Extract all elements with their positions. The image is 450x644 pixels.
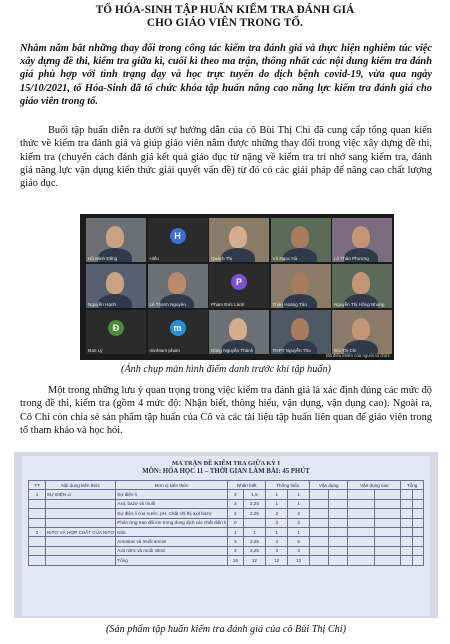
participant-tile [271, 218, 331, 262]
participant-tile [271, 264, 331, 308]
matrix-row [29, 537, 424, 546]
matrix-cell: 1 [288, 490, 310, 499]
matrix-cell: 2,25 [243, 537, 266, 546]
matrix-cell [310, 546, 329, 555]
matrix-cell [46, 509, 116, 518]
matrix-cell [29, 546, 46, 555]
matrix-cell: 3 [228, 499, 243, 508]
matrix-header-cell: Vận dụng cao [348, 481, 401, 490]
matrix-cell: 1 [288, 527, 310, 536]
matrix-cell [329, 556, 348, 565]
participant-name: THPT Nguyễn Thu [272, 348, 311, 353]
participant-name: Quách Thị [211, 256, 233, 261]
matrix-cell: 0 [228, 518, 243, 527]
matrix-cell: 12 [288, 556, 310, 565]
matrix-cell: 3 [266, 546, 288, 555]
matrix-cell: 1,5 [243, 490, 266, 499]
participant-name: Vũ Ngọc Hà [272, 256, 298, 261]
matrix-cell [374, 499, 400, 508]
matrix-cell: 2,25 [243, 546, 266, 555]
matrix-cell: 2 [266, 509, 288, 518]
matrix-header-row [29, 481, 424, 490]
matrix-cell [401, 527, 412, 536]
matrix-cell [374, 490, 400, 499]
matrix-header-cell: Nhận biết [228, 481, 266, 490]
participant-name: Lê Thanh Nguyên [149, 302, 186, 307]
participant-tile [332, 264, 392, 308]
matrix-cell [310, 499, 329, 508]
matrix-cell: NITƠ VÀ HỢP CHẤT CỦA NITƠ [46, 527, 116, 536]
matrix-cell [348, 546, 374, 555]
matrix-cell: 2 [288, 518, 310, 527]
matrix-cell: Nitơ [116, 527, 228, 536]
matrix-cell: 3 [228, 537, 243, 546]
matrix-cell [243, 518, 266, 527]
participant-avatar: Đ [108, 320, 124, 336]
matrix-cell [329, 527, 348, 536]
matrix-cell [374, 527, 400, 536]
matrix-cell: Axit, bazơ và muối [116, 499, 228, 508]
participant-name: Thân Hoàng Tân [272, 302, 307, 307]
participant-name: minhtam pham [149, 348, 180, 353]
article-title [20, 4, 430, 30]
participant-name: Phạm Đức Lành [211, 302, 245, 307]
participant-video-face [291, 272, 309, 294]
matrix-cell [348, 537, 374, 546]
matrix-cell: 4 [266, 537, 288, 546]
participant-tile [332, 218, 392, 262]
participant-name: Nguyễn Hạnh [88, 302, 117, 307]
matrix-cell [46, 556, 116, 565]
matrix-cell [348, 556, 374, 565]
matrix-cell [29, 537, 46, 546]
participant-tile [148, 264, 208, 308]
photo-caption-2: (Sản phẩm tập huấn kiểm tra đánh giá của cô Bùi Thị Chi) [106, 624, 346, 635]
matrix-row [29, 546, 424, 555]
participant-tile [332, 310, 392, 354]
participant-tile [209, 310, 269, 354]
matrix-row [29, 556, 424, 565]
matrix-row [29, 490, 424, 499]
matrix-cell: Axit nitric và muối nitrat [116, 546, 228, 555]
participant-name: Bùi Thị Chi [334, 348, 357, 353]
participant-tile [86, 310, 146, 354]
participant-video-face [106, 272, 124, 294]
matrix-cell [46, 518, 116, 527]
participant-video-face [352, 318, 370, 340]
zoom-meeting-screenshot [80, 214, 394, 360]
body-paragraph-1: Buổi tập huấn diễn ra dưới sự hướng dẫn của cô Bùi Thị Chi đã cung cấp tổng quan kiến thức về kiểm tra đánh giá và giúp giáo viên nắm được những thay đổi trong việc xây dựng đề thi, kiểm tra (chuyển cách đánh giá kết quả giáo dục từ nặng về kiểm tra trí nhớ sang kiểm tra, đánh giá năng lực vận dụng kiến thức giải quyết vấn đề) từ đó có các giải pháp để nâng cao chất lượng giáo dục. [20, 125, 432, 190]
matrix-cell [412, 509, 423, 518]
matrix-cell: 16 [228, 556, 243, 565]
matrix-cell [401, 556, 412, 565]
matrix-cell: 1 [266, 490, 288, 499]
matrix-cell [412, 518, 423, 527]
matrix-cell: 1 [266, 527, 288, 536]
matrix-cell: 5 [288, 537, 310, 546]
matrix-cell [348, 490, 374, 499]
matrix-cell [29, 509, 46, 518]
participant-name: Đan Lý [88, 348, 103, 353]
matrix-cell [412, 546, 423, 555]
participant-video-face [229, 318, 247, 340]
participant-name: Lê Thảo Phương [334, 256, 369, 261]
matrix-table [28, 480, 424, 566]
participant-tile [209, 264, 269, 308]
matrix-cell: Amoniac và muối amoni [116, 537, 228, 546]
matrix-cell [46, 537, 116, 546]
participant-name: Dũng Nguyễn Thành [211, 348, 254, 353]
participant-video-face [291, 318, 309, 340]
matrix-cell: 1 [228, 527, 243, 536]
matrix-cell: 3 [228, 546, 243, 555]
matrix-cell [348, 527, 374, 536]
matrix-cell [401, 537, 412, 546]
matrix-cell [310, 509, 329, 518]
matrix-cell: 2 [288, 509, 310, 518]
matrix-cell [412, 537, 423, 546]
title-line-2: CHO GIÁO VIÊN TRONG TỔ. [146, 17, 304, 29]
matrix-row [29, 518, 424, 527]
matrix-cell: Tổng [116, 556, 228, 565]
matrix-cell [374, 546, 400, 555]
body-paragraph-2: Một trong những lưu ý quan trọng trong việc kiểm tra đánh giá là xác định đúng các mức độ trong đề thi, kiểm tra (gồm 4 mức độ: Nhận biết, thông hiểu, vận dụng, vận dụng cao). Ngoài ra, Cô Chi còn chia sẻ sản phẩm tập huấn của Cô và các tài liệu tập huấn liên quan để giáo viên trong tổ tham khảo và học hỏi. [20, 385, 432, 436]
photo-caption-1: (Ảnh chụp màn hình điểm danh trước khi tập huấn) [121, 364, 331, 375]
matrix-cell [310, 556, 329, 565]
matrix-cell [374, 556, 400, 565]
participant-tile [271, 310, 331, 354]
matrix-header-cell: Thông hiểu [266, 481, 310, 490]
matrix-cell: Sự điện li của nước. pH. Chất chỉ thị axit bazơ [116, 509, 228, 518]
participant-video-face [106, 226, 124, 248]
matrix-cell [310, 527, 329, 536]
matrix-cell: 3 [228, 490, 243, 499]
matrix-subtitle: MÔN: HÓA HỌC 11 – THỜI GIAN LÀM BÀI: 45 PHÚT [142, 468, 310, 475]
matrix-cell [29, 518, 46, 527]
matrix-cell [401, 509, 412, 518]
zoom-footer-text: Đã điều khiển của người tổ chức [326, 353, 390, 358]
matrix-cell: 2 [228, 509, 243, 518]
matrix-cell: 2 [29, 527, 46, 536]
participant-avatar: H [170, 228, 186, 244]
matrix-cell [310, 518, 329, 527]
participant-name: Nguyễn Thị Hồng Nhung [334, 302, 385, 307]
matrix-header-cell: Đơn vị kiến thức [116, 481, 228, 490]
matrix-cell [374, 537, 400, 546]
matrix-header-cell: Vận dụng [310, 481, 348, 490]
matrix-cell [329, 509, 348, 518]
exam-matrix-photo [14, 452, 438, 618]
matrix-cell [412, 499, 423, 508]
matrix-cell [29, 499, 46, 508]
participant-name: Hồ Minh Đăng [88, 256, 118, 261]
matrix-cell [401, 490, 412, 499]
participant-video-face [168, 272, 186, 294]
matrix-cell: Sự điện li [116, 490, 228, 499]
participant-tile [148, 310, 208, 354]
matrix-cell: 12 [266, 556, 288, 565]
participant-video-face [291, 226, 309, 248]
matrix-cell [412, 527, 423, 536]
matrix-header-cell: TT [29, 481, 46, 490]
matrix-cell [348, 518, 374, 527]
matrix-cell [310, 490, 329, 499]
participant-name: Hiếu [149, 256, 159, 261]
matrix-cell: SỰ ĐIỆN LI [46, 490, 116, 499]
participant-tile [148, 218, 208, 262]
matrix-cell [329, 518, 348, 527]
matrix-cell: 1 [29, 490, 46, 499]
matrix-cell [329, 537, 348, 546]
matrix-header-cell: Nội dung kiến thức [46, 481, 116, 490]
matrix-cell [412, 556, 423, 565]
matrix-title: MA TRẬN ĐỀ KIỂM TRA GIỮA KỲ I [171, 460, 280, 467]
matrix-cell [374, 509, 400, 518]
participant-video-face [229, 226, 247, 248]
matrix-cell [46, 499, 116, 508]
matrix-cell [348, 509, 374, 518]
participant-tile [86, 218, 146, 262]
matrix-cell [46, 546, 116, 555]
matrix-header-cell: Tổng [401, 481, 424, 490]
matrix-cell [374, 518, 400, 527]
participant-tile [209, 218, 269, 262]
participant-tile [86, 264, 146, 308]
matrix-sheet [22, 456, 430, 616]
matrix-cell [29, 556, 46, 565]
matrix-cell: 1 [243, 527, 266, 536]
matrix-cell: Phản ứng trao đổi ion trong dung dịch các chất điện li [116, 518, 228, 527]
participant-video-face [352, 272, 370, 294]
matrix-cell: 3 [288, 546, 310, 555]
matrix-row [29, 499, 424, 508]
title-line-1: TỔ HÓA-SINH TẬP HUẤN KIỂM TRA ĐÁNH GIÁ [95, 4, 355, 16]
participant-avatar: m [170, 320, 186, 336]
matrix-cell [401, 499, 412, 508]
lead-paragraph: Nhằm năm bắt những thay đổi trong công tác kiểm tra đánh giá và thực hiện nghiêm túc việc xây dựng đề thi, kiểm tra giữa kì, cuối kì theo ma trận, thống nhất các nội dung kiểm tra đánh giá phù hợp với tình trạng dạy và học trực tuyến do dịch bệnh covid-19, vừa qua ngày 15/10/2021, tổ Hóa-Sinh đã tổ chức khóa tập huấn nâng cao năng lực kiểm tra đánh giá cho giáo viên trong tổ. [20, 43, 432, 107]
matrix-cell [310, 537, 329, 546]
participant-video-face [352, 226, 370, 248]
matrix-cell: 1 [288, 499, 310, 508]
participant-avatar: P [231, 274, 247, 290]
matrix-cell: 3 [266, 518, 288, 527]
matrix-row [29, 509, 424, 518]
matrix-cell: 2,25 [243, 509, 266, 518]
matrix-cell [329, 499, 348, 508]
matrix-cell [401, 546, 412, 555]
matrix-cell: 1 [266, 499, 288, 508]
matrix-cell: 12 [243, 556, 266, 565]
matrix-cell: 2,25 [243, 499, 266, 508]
matrix-cell [329, 490, 348, 499]
matrix-cell [412, 490, 423, 499]
matrix-row [29, 527, 424, 536]
matrix-cell [401, 518, 412, 527]
matrix-cell [348, 499, 374, 508]
matrix-cell [329, 546, 348, 555]
